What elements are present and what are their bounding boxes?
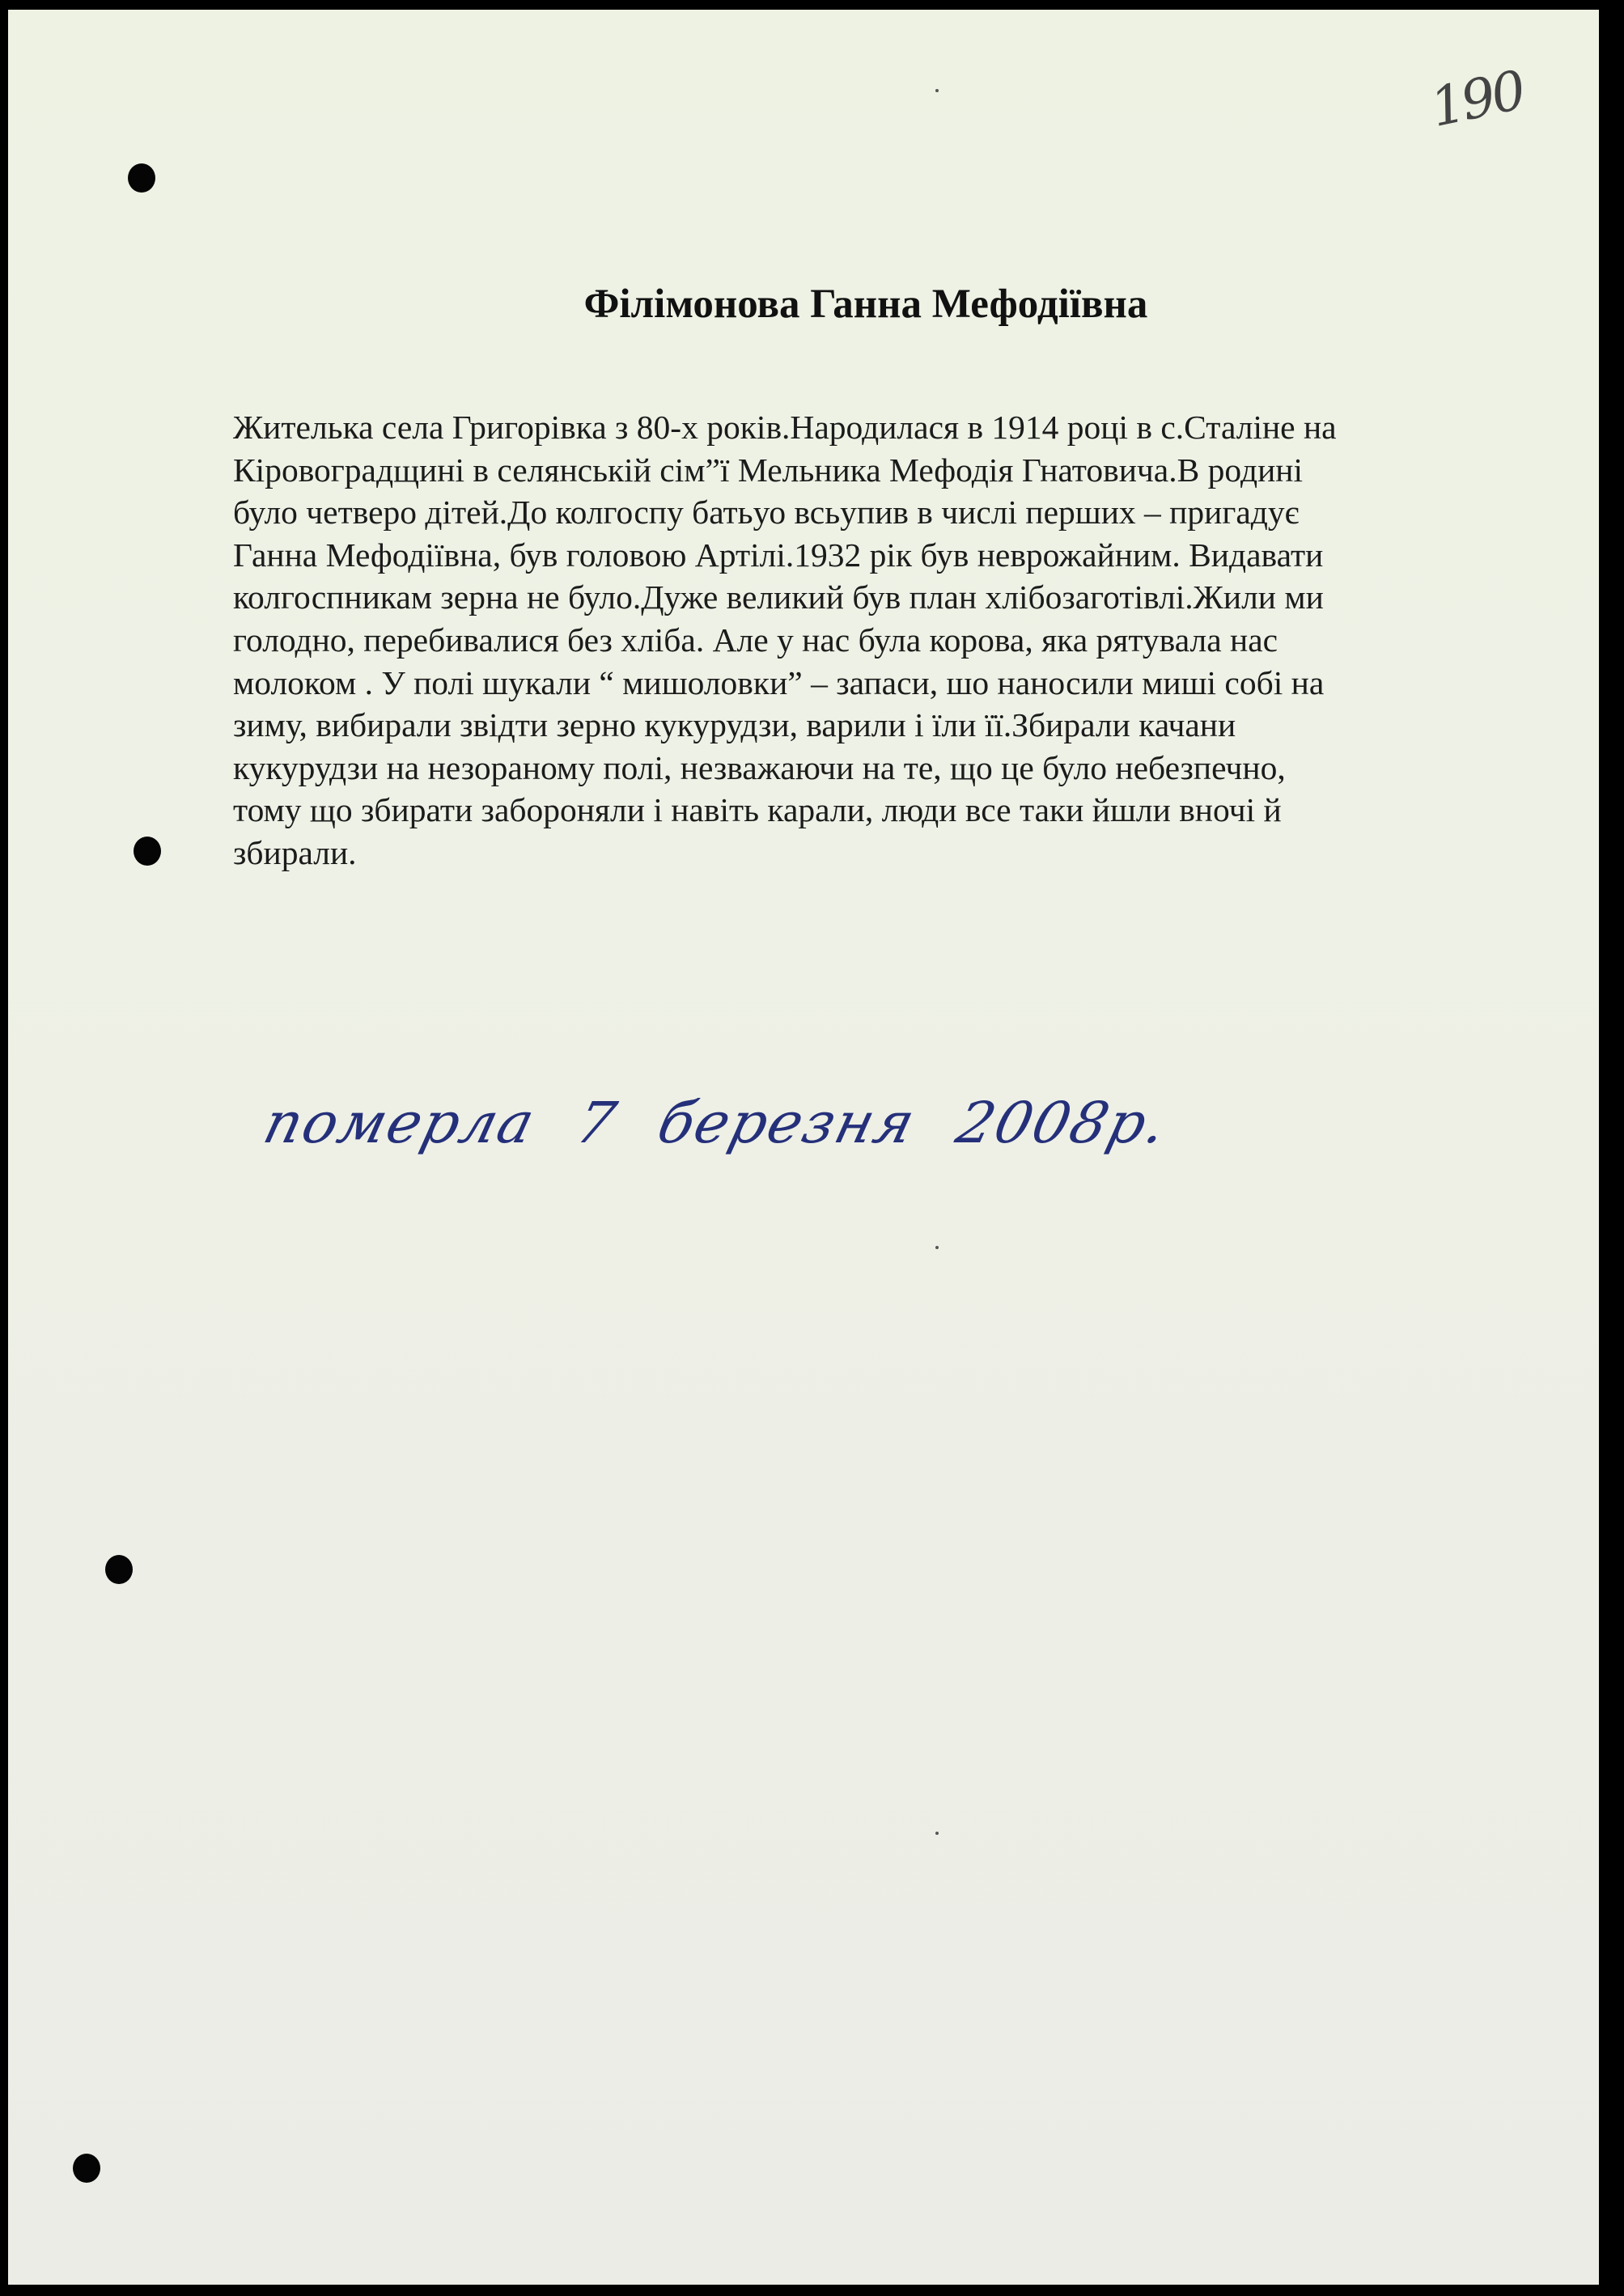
document-title: Філімонова Ганна Мефодіївна (583, 282, 1148, 327)
scan-speck (935, 1832, 939, 1835)
handwritten-note: померла 7 березня 2008р. (257, 1090, 1175, 1156)
text-line: тому що збирати забороняли і навіть карали, люди все таки йшли вночі й (233, 791, 1282, 829)
text-line: збирали. (233, 833, 357, 871)
text-line: було четверо дітей.До колгоспу батьуо всьупив в числі перших – пригадує (233, 494, 1300, 532)
text-line: молоком . У полі шукали “ мишоловки” – запаси, шо наносили миші собі на (233, 663, 1325, 701)
punch-hole (128, 163, 155, 193)
punch-hole (73, 2154, 100, 2183)
handwritten-page-number: 190 (1425, 58, 1529, 140)
text-line: Ганна Мефодіївна, був головою Артілі.1932 рік був неврожайним. Видавати (233, 536, 1324, 574)
text-line: голодно, перебивалися без хліба. Але у нас була корова, яка рятувала нас (233, 621, 1278, 659)
scan-speck (935, 1246, 939, 1249)
text-line: колгоспникам зерна не було.Дуже великий був план хлібозаготівлі.Жили ми (233, 578, 1324, 616)
punch-hole (134, 837, 161, 866)
text-line: Жителька села Григорівка з 80-х років.Народилася в 1914 році в с.Сталіне на (233, 409, 1337, 446)
text-line: зиму, вибирали звідти зерно кукурудзи, варили і їли її.Збирали качани (233, 706, 1236, 744)
body-text (233, 406, 1495, 875)
scan-speck (935, 89, 939, 92)
punch-hole (105, 1555, 133, 1584)
text-line: Кіровоградщині в селянській сім”ї Мельника Мефодія Гнатовича.В родині (233, 451, 1304, 489)
document-page (8, 10, 1599, 2285)
text-line: кукурудзи на незораному полі, незважаючи на те, що це було небезпечно, (233, 748, 1286, 786)
